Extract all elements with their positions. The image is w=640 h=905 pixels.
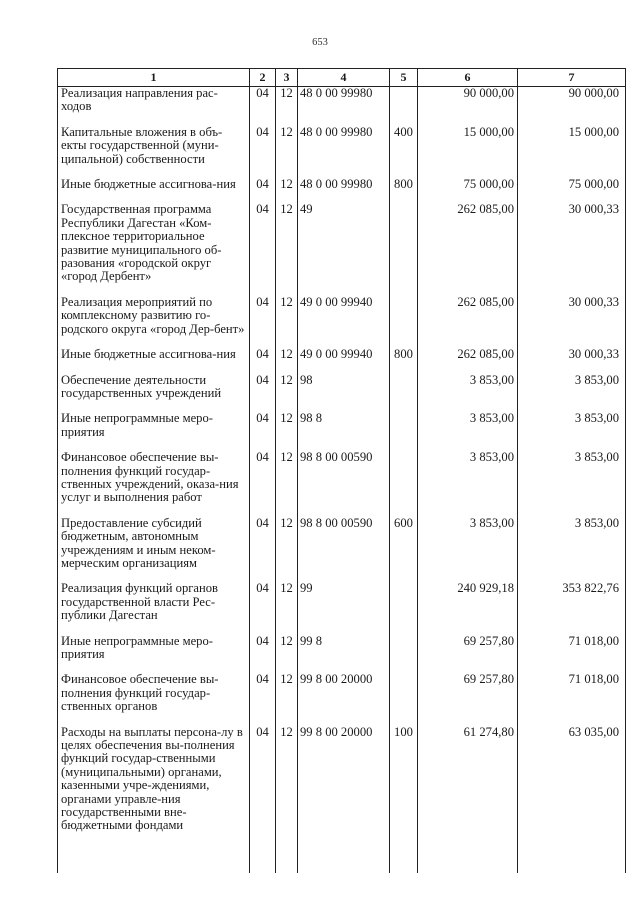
row-col-5: 800 — [390, 348, 418, 373]
row-code: 48 0 00 99980 — [298, 178, 390, 203]
row-col-5: 400 — [390, 126, 418, 178]
row-col-2: 04 — [250, 635, 276, 674]
row-name: Иные непрограммные меро-приятия — [58, 635, 250, 674]
row-code: 99 8 — [298, 635, 390, 674]
row-col-3: 12 — [276, 635, 298, 674]
row-code: 49 0 00 99940 — [298, 296, 390, 348]
row-code: 49 — [298, 203, 390, 295]
row-col-3: 12 — [276, 126, 298, 178]
table-row — [58, 412, 626, 451]
row-col-2: 04 — [250, 582, 276, 634]
row-name: Иные непрограммные меро-приятия — [58, 412, 250, 451]
table-row — [58, 348, 626, 373]
row-code: 99 — [298, 582, 390, 634]
row-col-3: 12 — [276, 296, 298, 348]
row-col-2: 04 — [250, 673, 276, 725]
row-amount-6: 262 085,00 — [418, 296, 518, 348]
row-amount-6: 69 257,80 — [418, 635, 518, 674]
row-col-3: 12 — [276, 412, 298, 451]
header-col-5: 5 — [390, 69, 418, 87]
header-col-1: 1 — [58, 69, 250, 87]
row-col-2: 04 — [250, 296, 276, 348]
row-code: 48 0 00 99980 — [298, 126, 390, 178]
row-name: Государственная программа Республики Дагестан «Ком-плексное территориальное развитие муниципального об-разования «городской округ «город Дербент» — [58, 203, 250, 295]
row-col-3: 12 — [276, 582, 298, 634]
table-row — [58, 203, 626, 295]
row-amount-6: 240 929,18 — [418, 582, 518, 634]
row-col-5 — [390, 203, 418, 295]
header-col-7: 7 — [518, 69, 626, 87]
table-row — [58, 673, 626, 725]
row-col-5: 600 — [390, 517, 418, 583]
row-amount-6: 3 853,00 — [418, 517, 518, 583]
row-name: Реализация мероприятий по комплексному развитию го-родского округа «город Дер-бент» — [58, 296, 250, 348]
row-code: 98 — [298, 374, 390, 413]
row-col-5 — [390, 374, 418, 413]
row-name: Иные бюджетные ассигнова-ния — [58, 178, 250, 203]
row-amount-7: 71 018,00 — [518, 635, 626, 674]
row-name: Финансовое обеспечение вы-полнения функций государ-ственных учреждений, оказа-ния услуг и выполнения работ — [58, 451, 250, 517]
row-name: Реализация направления рас-ходов — [58, 87, 250, 126]
row-name: Расходы на выплаты персона-лу в целях обеспечения вы-полнения функций государ-ственными (муниципальными) органами, казенными учре-ждениями, органами управле-ния государственными вне-бюджетными фондами — [58, 726, 250, 845]
header-col-4: 4 — [298, 69, 390, 87]
table-row — [58, 451, 626, 517]
row-col-3: 12 — [276, 451, 298, 517]
row-amount-7: 71 018,00 — [518, 673, 626, 725]
table-row — [58, 582, 626, 634]
row-amount-6: 3 853,00 — [418, 374, 518, 413]
row-col-3: 12 — [276, 726, 298, 845]
row-col-3: 12 — [276, 348, 298, 373]
row-col-2: 04 — [250, 726, 276, 845]
row-code: 48 0 00 99980 — [298, 87, 390, 126]
table-row — [58, 726, 626, 845]
row-amount-6: 262 085,00 — [418, 348, 518, 373]
row-name: Предоставление субсидий бюджетным, автономным учреждениям и иным неком-мерческим организациям — [58, 517, 250, 583]
row-col-5 — [390, 582, 418, 634]
row-amount-6: 61 274,80 — [418, 726, 518, 845]
header-col-3: 3 — [276, 69, 298, 87]
row-amount-6: 90 000,00 — [418, 87, 518, 126]
row-col-5: 100 — [390, 726, 418, 845]
row-amount-6: 262 085,00 — [418, 203, 518, 295]
row-col-3: 12 — [276, 178, 298, 203]
row-code: 99 8 00 20000 — [298, 726, 390, 845]
row-col-2: 04 — [250, 87, 276, 126]
row-name: Иные бюджетные ассигнова-ния — [58, 348, 250, 373]
row-col-2: 04 — [250, 517, 276, 583]
row-name: Обеспечение деятельности государственных учреждений — [58, 374, 250, 413]
row-amount-6: 3 853,00 — [418, 451, 518, 517]
header-col-6: 6 — [418, 69, 518, 87]
row-col-2: 04 — [250, 374, 276, 413]
row-col-2: 04 — [250, 451, 276, 517]
row-amount-7: 3 853,00 — [518, 451, 626, 517]
row-col-3: 12 — [276, 203, 298, 295]
row-name: Финансовое обеспечение вы-полнения функций государ-ственных органов — [58, 673, 250, 725]
row-amount-7: 30 000,33 — [518, 348, 626, 373]
row-amount-7: 353 822,76 — [518, 582, 626, 634]
row-col-5 — [390, 296, 418, 348]
row-code: 98 8 00 00590 — [298, 451, 390, 517]
row-col-2: 04 — [250, 126, 276, 178]
row-amount-6: 3 853,00 — [418, 412, 518, 451]
row-col-3: 12 — [276, 673, 298, 725]
row-col-2: 04 — [250, 203, 276, 295]
row-col-5 — [390, 451, 418, 517]
row-amount-7: 30 000,33 — [518, 203, 626, 295]
row-col-5 — [390, 87, 418, 126]
page-number: 653 — [312, 37, 328, 48]
row-col-5: 800 — [390, 178, 418, 203]
header-col-2: 2 — [250, 69, 276, 87]
row-amount-6: 15 000,00 — [418, 126, 518, 178]
row-amount-7: 3 853,00 — [518, 517, 626, 583]
table-row — [58, 178, 626, 203]
row-code: 49 0 00 99940 — [298, 348, 390, 373]
row-amount-7: 3 853,00 — [518, 374, 626, 413]
row-col-5 — [390, 412, 418, 451]
row-col-3: 12 — [276, 374, 298, 413]
row-col-2: 04 — [250, 348, 276, 373]
table-continuation — [58, 845, 626, 873]
row-amount-7: 90 000,00 — [518, 87, 626, 126]
row-code: 98 8 — [298, 412, 390, 451]
row-col-3: 12 — [276, 87, 298, 126]
table-row — [58, 87, 626, 126]
row-amount-7: 63 035,00 — [518, 726, 626, 845]
row-amount-7: 30 000,33 — [518, 296, 626, 348]
budget-table — [57, 68, 626, 873]
table-row — [58, 296, 626, 348]
row-amount-7: 75 000,00 — [518, 178, 626, 203]
row-col-2: 04 — [250, 412, 276, 451]
row-amount-7: 15 000,00 — [518, 126, 626, 178]
row-col-5 — [390, 635, 418, 674]
row-col-3: 12 — [276, 517, 298, 583]
row-col-5 — [390, 673, 418, 725]
table-row — [58, 517, 626, 583]
table-header-row — [58, 69, 626, 87]
row-code: 98 8 00 00590 — [298, 517, 390, 583]
row-amount-6: 75 000,00 — [418, 178, 518, 203]
row-name: Капитальные вложения в объ-екты государственной (муни-ципальной) собственности — [58, 126, 250, 178]
row-code: 99 8 00 20000 — [298, 673, 390, 725]
row-name: Реализация функций органов государственной власти Рес-публики Дагестан — [58, 582, 250, 634]
row-amount-7: 3 853,00 — [518, 412, 626, 451]
table-row — [58, 126, 626, 178]
table-row — [58, 374, 626, 413]
row-col-2: 04 — [250, 178, 276, 203]
row-amount-6: 69 257,80 — [418, 673, 518, 725]
table-row — [58, 635, 626, 674]
